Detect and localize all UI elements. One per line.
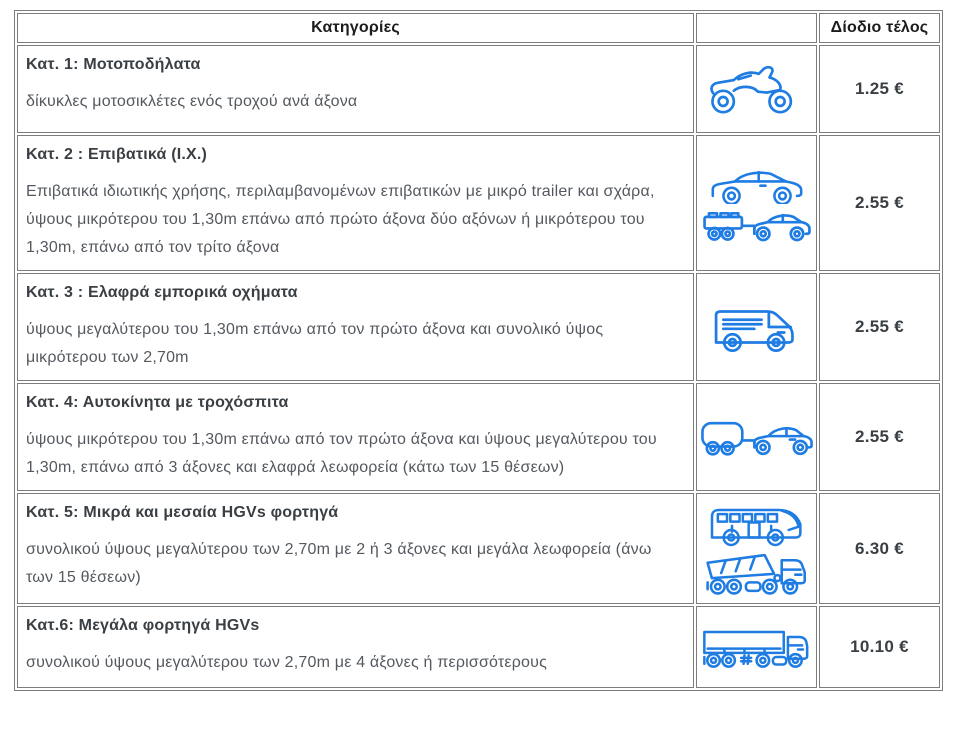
car-with-trailer-icon xyxy=(699,206,814,242)
icon-column-header xyxy=(696,13,817,43)
vehicle-icon-cell xyxy=(696,383,817,491)
table-row xyxy=(17,135,940,271)
category-description: ύψους μικρότερου του 1,30m επάνω από τον πρώτο άξονα και ύψους μεγαλύτερου του 1,30m, επάνω από 3 άξονες και ελαφρά λεωφορεία (κάτω των 15 θέσεων) xyxy=(26,431,657,476)
coach-bus-icon xyxy=(699,502,814,548)
category-title: Κατ. 5: Μικρά και μεσαία HGVs φορτηγά xyxy=(26,504,339,521)
semi-truck-icon xyxy=(699,625,814,669)
category-title: Κατ. 2 : Επιβατικά (Ι.Χ.) xyxy=(26,146,208,163)
table-row xyxy=(17,493,940,604)
category-title: Κατ. 4: Αυτοκίνητα με τροχόσπιτα xyxy=(26,394,289,411)
van-icon xyxy=(699,300,814,354)
toll-price: 2.55 € xyxy=(819,273,940,381)
toll-price: 2.55 € xyxy=(819,383,940,491)
table-row xyxy=(17,45,940,133)
vehicle-icon-cell xyxy=(696,273,817,381)
toll-price: 1.25 € xyxy=(819,45,940,133)
category-description: Επιβατικά ιδιωτικής χρήσης, περιλαμβανομένων επιβατικών με μικρό trailer και σχάρα, ύψους μικρότερου του 1,30m επάνω από πρώτο άξονα δύο αξόνων ή μικρότερου του 1,30m, επάνω από τον τρίτο άξονα xyxy=(26,183,655,256)
category-title: Κατ. 3 : Ελαφρά εμπορικά οχήματα xyxy=(26,284,298,301)
table-row xyxy=(17,273,940,381)
header-row xyxy=(17,13,940,43)
category-cell xyxy=(17,383,694,491)
toll-fee-column-header: Δίοδιο τέλος xyxy=(819,13,940,43)
category-title: Κατ. 1: Μοτοποδήλατα xyxy=(26,56,201,73)
category-description: δίκυκλες μοτοσικλέτες ενός τροχού ανά άξονα xyxy=(26,93,358,110)
category-description: συνολικού ύψους μεγαλύτερου των 2,70m με 4 άξονες ή περισσότερους xyxy=(26,654,548,671)
category-cell xyxy=(17,606,694,688)
dump-truck-icon xyxy=(699,550,814,596)
motorcycle-icon xyxy=(699,61,814,117)
toll-price: 6.30 € xyxy=(819,493,940,604)
toll-price: 2.55 € xyxy=(819,135,940,271)
category-cell xyxy=(17,45,694,133)
category-description: ύψους μεγαλύτερου του 1,30m επάνω από τον πρώτο άξονα και συνολικό ύψος μικρότερου των 2,70m xyxy=(26,321,604,366)
categories-column-header: Κατηγορίες xyxy=(17,13,694,43)
car-icon xyxy=(699,164,814,204)
category-title: Κατ.6: Μεγάλα φορτηγά HGVs xyxy=(26,617,260,634)
toll-categories-table xyxy=(14,10,943,691)
vehicle-icon-cell xyxy=(696,135,817,271)
table-row xyxy=(17,383,940,491)
category-cell xyxy=(17,273,694,381)
category-cell xyxy=(17,135,694,271)
vehicle-icon-cell xyxy=(696,45,817,133)
category-description: συνολικού ύψους μεγαλύτερου των 2,70m με 2 ή 3 άξονες και μεγάλα λεωφορεία (άνω των 15 θέσεων) xyxy=(26,541,652,586)
toll-price: 10.10 € xyxy=(819,606,940,688)
car-with-caravan-icon xyxy=(699,418,814,456)
category-cell xyxy=(17,493,694,604)
table-row xyxy=(17,606,940,688)
vehicle-icon-cell xyxy=(696,493,817,604)
vehicle-icon-cell xyxy=(696,606,817,688)
